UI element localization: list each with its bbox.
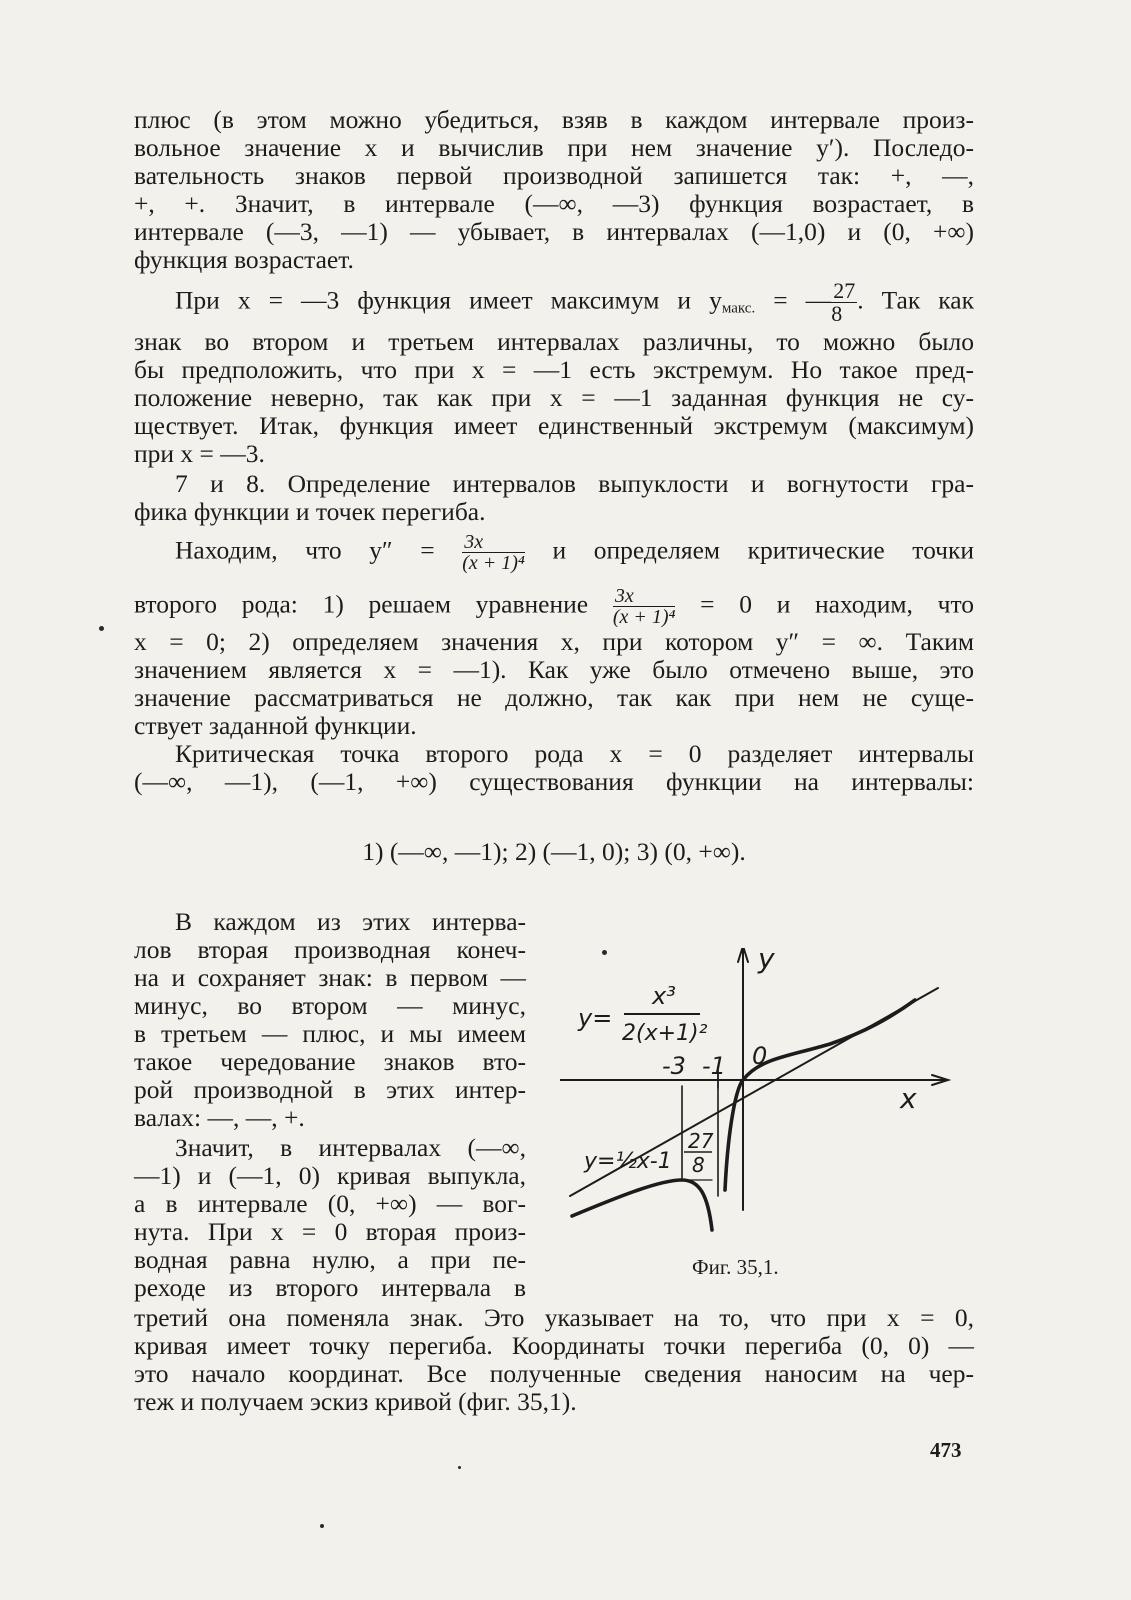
text-line: теж и получаем эскиз кривой (фиг. 35,1).: [134, 1387, 577, 1416]
intervals-line: 1) (—∞, —1); 2) (—1, 0); 3) (0, +∞).: [362, 837, 746, 866]
function-label-lhs: y=: [578, 1004, 613, 1032]
text-line: Значит, в интервалах (—∞,: [175, 1133, 526, 1162]
text-line: на и сохраняет знак: в первом —: [134, 963, 526, 992]
origin-label: 0: [752, 1042, 768, 1070]
max-label-num: 27: [688, 1129, 714, 1153]
text-line: положение неверно, так как при x = —1 заданная функция не су-: [134, 383, 974, 412]
text-line: значением является x = —1). Как уже было отмечено выше, это: [134, 655, 974, 684]
scan-speck: [458, 1466, 461, 1469]
text-line: при x = —3.: [134, 439, 265, 468]
text-line: в третьем — плюс, и мы имеем: [134, 1019, 526, 1048]
tick-label-minus1: -1: [702, 1052, 726, 1080]
fraction-denominator: (x + 1)⁴: [612, 606, 676, 628]
text-line: —1) и (—1, 0) кривая выпукла,: [134, 1161, 526, 1190]
second-derivative-line: [175, 532, 974, 573]
max-label-den: 8: [692, 1153, 705, 1177]
text-line: вольное значение x и вычислив при нем значение y′). Последо-: [134, 133, 974, 162]
max-subscript: макс.: [721, 300, 756, 317]
figure-caption: Фиг. 35,1.: [692, 1255, 779, 1279]
text-line: такое чередование знаков вто-: [134, 1047, 526, 1076]
scan-speck: [99, 626, 104, 631]
text-line: кривая имеет точку перегиба. Координаты точки перегиба (0, 0) —: [134, 1331, 974, 1360]
scan-speck: [602, 950, 607, 955]
text-line: минус, во втором — минус,: [134, 991, 526, 1020]
text-line: вательность знаков первой производной запишется так: +, —,: [134, 161, 974, 190]
fraction-denominator: 8: [831, 301, 843, 326]
text-line: реходе из второго интервала в: [134, 1273, 526, 1302]
text-line: Критическая точка второго рода x = 0 разделяет интервалы: [175, 739, 974, 768]
second-derivative-fraction: [462, 532, 525, 573]
scan-speck: [320, 1524, 324, 1528]
function-label-num: x³: [652, 982, 676, 1010]
text-line: это начало координат. Все полученные сведения наносим на чер-: [134, 1359, 974, 1388]
text-line: 7 и 8. Определение интервалов выпуклости и вогнутости гра-: [175, 469, 974, 498]
text-line: интервале (—3, —1) — убывает, в интервалах (—1,0) и (0, +∞): [134, 217, 974, 246]
text-line: нута. При x = 0 вторая произ-: [134, 1217, 526, 1246]
text-line: ствует заданной функции.: [134, 711, 417, 740]
y2-text: Находим, что y″ =: [175, 535, 435, 565]
text-line: плюс (в этом можно убедиться, взяв в каждом интервале произ-: [134, 105, 974, 134]
equation-fraction: [613, 586, 676, 627]
max-line-eq: = —: [755, 285, 832, 315]
curve-left-branch: [572, 1180, 712, 1230]
figure-graph: [560, 948, 980, 1234]
fraction-numerator: 3x: [613, 586, 676, 607]
y-axis-label: y: [758, 948, 775, 975]
x-axis-label: x: [900, 1082, 917, 1115]
text-line: лов вторая производная конеч-: [134, 935, 526, 964]
text-line: рой производной в этих интер-: [134, 1075, 526, 1104]
text-line: фика функции и точек перегиба.: [134, 497, 486, 526]
max-value-fraction: [831, 280, 857, 325]
fraction-numerator: 27: [833, 278, 856, 303]
text-line: третий она поменяла знак. Это указывает на то, что при x = 0,: [134, 1303, 974, 1332]
text-line: валах: —, —, +.: [134, 1103, 305, 1132]
asymptote-label: y=½x-1: [584, 1149, 672, 1174]
text-line: (—∞, —1), (—1, +∞) существования функции на интервалы:: [134, 767, 974, 796]
function-label-den: 2(x+1)²: [622, 1021, 708, 1046]
fraction-denominator: (x + 1)⁴: [462, 552, 525, 574]
curve-right-branch: [725, 1000, 915, 1190]
text-line: а в интервале (0, +∞) — вог-: [134, 1189, 526, 1218]
max-line-after: . Так как: [857, 285, 974, 315]
equation-line: [134, 586, 974, 627]
text-line: В каждом из этих интерва-: [175, 907, 526, 936]
text-line: бы предположить, что при x = —1 есть экстремум. Но такое пред-: [134, 355, 974, 384]
text-line: знак во втором и третьем интервалах различны, то можно было: [134, 327, 974, 356]
text-line: значение рассматриваться не должно, так как при нем не суще-: [134, 683, 974, 712]
tick-label-minus3: -3: [662, 1052, 686, 1080]
maximum-line: [175, 280, 974, 325]
text-line: функция возрастает.: [134, 245, 354, 274]
text-line: водная равна нулю, а при пе-: [134, 1245, 526, 1274]
y2-after: и определяем критические точки: [552, 535, 975, 565]
equation-text: второго рода: 1) решаем уравнение: [134, 589, 589, 619]
max-line-text: При x = —3 функция имеет максимум и y: [175, 285, 722, 315]
text-line: x = 0; 2) определяем значения x, при котором y″ = ∞. Таким: [134, 627, 974, 656]
text-line: +, +. Значит, в интервале (—∞, —3) функция возрастает, в: [134, 189, 974, 218]
equation-after: = 0 и находим, что: [700, 589, 974, 619]
text-line: ществует. Итак, функция имеет единственный экстремум (максимум): [134, 411, 974, 440]
page-number: 473: [930, 1438, 962, 1462]
fraction-numerator: 3x: [462, 532, 525, 553]
